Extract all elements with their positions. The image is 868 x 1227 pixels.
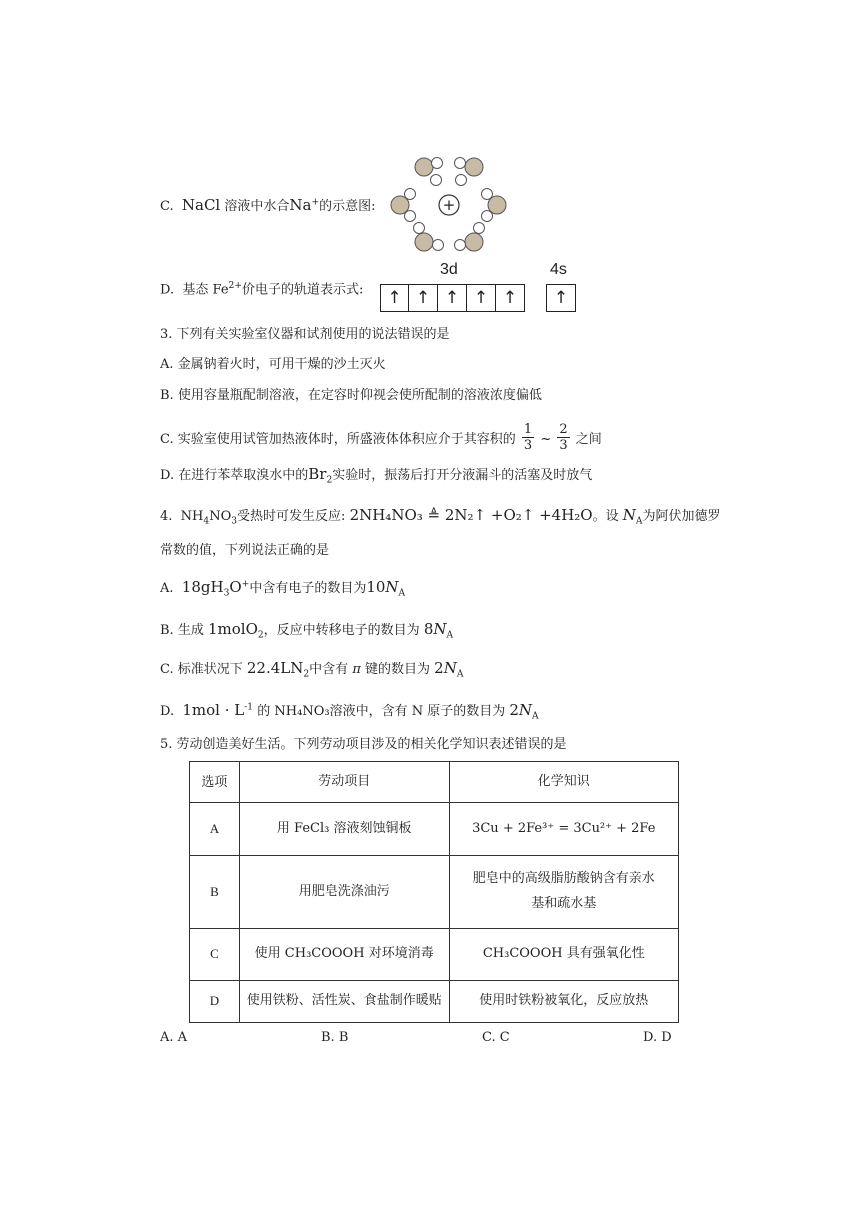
q4-option-c: C. 标准状况下 $22.4LN_2$中含有 π 键的数目为 $2N_A$ [160,659,464,680]
q3-option-d: D. 在进行苯萃取溴水中的$Br_2$实验时，振荡后打开分液漏斗的活塞及时放气 [160,465,593,486]
orbital-4s [546,284,576,312]
formula-nacl: NaCl [181,196,221,214]
table-row: D 使用铁粉、活性炭、食盐制作暖贴 使用时铁粉被氧化，反应放热 [190,981,679,1023]
q3-option-c: C. 实验室使用试管加热液体时，所盛液体体积应介于其容积的 $\frac{1}{3}$ ~ $\frac{2}{3}$ 之间 [160,422,602,453]
q3-option-a: A. 金属钠着火时，可用干燥的沙土灭火 [160,357,386,372]
up-arrow-icon: ↑ [444,288,460,308]
up-arrow-icon: ↑ [415,288,431,308]
q5-stem: 5. 劳动创造美好生活。下列劳动项目涉及的相关化学知识表述错误的是 [160,737,567,752]
q5-choice-a: A. A [160,1030,188,1045]
orbital-3d-3 [438,284,467,312]
q5-table [189,761,679,1023]
reaction-equation: 2NH₄NO₃ ≜ 2N₂↑ +O₂↑ +4H₂O [349,506,593,524]
hydrated-sodium-ion-diagram [386,155,516,255]
q3-option-b: B. 使用容量瓶配制溶液，在定容时仰视会使所配制的溶液浓度偏低 [160,388,542,403]
q4-option-d: D. $1mol \cdot L^{-1}$ 的 NH₄NO₃溶液中，含有 N 原子的数目为 $2N_A$ [160,701,539,722]
orbital-3d-1 [380,284,409,312]
up-arrow-icon: ↑ [387,288,402,308]
q4-option-a: A. $18gH_3O^+$中含有电子的数目为$10N_A$ [160,578,406,599]
q5-choice-d: D. D [643,1030,672,1045]
q4-stem-line2: 常数的值，下列说法正确的是 [160,543,330,558]
up-arrow-icon: ↑ [502,288,518,308]
fraction-one-third: $\frac{1}{3}$ [523,422,533,453]
q4-option-b: B. 生成 1molO$_2$，反应中转移电子的数目为 $8N_A$ [160,620,454,641]
header-project: 劳动项目 [239,762,449,803]
plus-sign: + [442,196,456,214]
table-row: C 使用 CH₃COOOH 对环境消毒 CH₃COOOH 具有强氧化性 [190,929,679,981]
table-row: A 用 FeCl₃ 溶液刻蚀铜板 3Cu + 2Fe³⁺ = 3Cu²⁺ + 2Fe [190,803,679,856]
label-3d: 3d [440,261,458,278]
orbital-3d-2 [409,284,438,312]
option-d-line: D. 基态 $Fe^{2+}$价电子的轨道表示式: [160,281,364,298]
q3-stem: 3. 下列有关实验室仪器和试剂使用的说法错误的是 [160,327,450,342]
q5-choice-c: C. C [482,1030,510,1045]
header-option: 选项 [190,762,240,803]
up-arrow-icon: ↑ [473,288,489,308]
option-c-line: C. NaCl 溶液中水合Na+的示意图: [160,196,376,214]
q5-choice-b: B. B [321,1030,349,1045]
orbital-3d-5 [496,284,525,312]
q4-stem-line1: 4. $NH_4NO_3$受热时可发生反应: 2NH₄NO₃ ≜ 2N₂↑ +O₂↑ +4H₂O。设 $N_A$为阿伏加德罗 [160,506,721,527]
table-header-row [190,762,679,803]
table-row: B 用肥皂洗涤油污 肥皂中的高级脂肪酸钠含有亲水基和疏水基 [190,856,679,929]
fraction-two-thirds: $\frac{2}{3}$ [559,422,568,453]
label-4s: 4s [550,261,567,278]
orbital-3d-4 [467,284,496,312]
up-arrow-icon: ↑ [553,288,569,308]
header-knowledge: 化学知识 [449,762,678,803]
